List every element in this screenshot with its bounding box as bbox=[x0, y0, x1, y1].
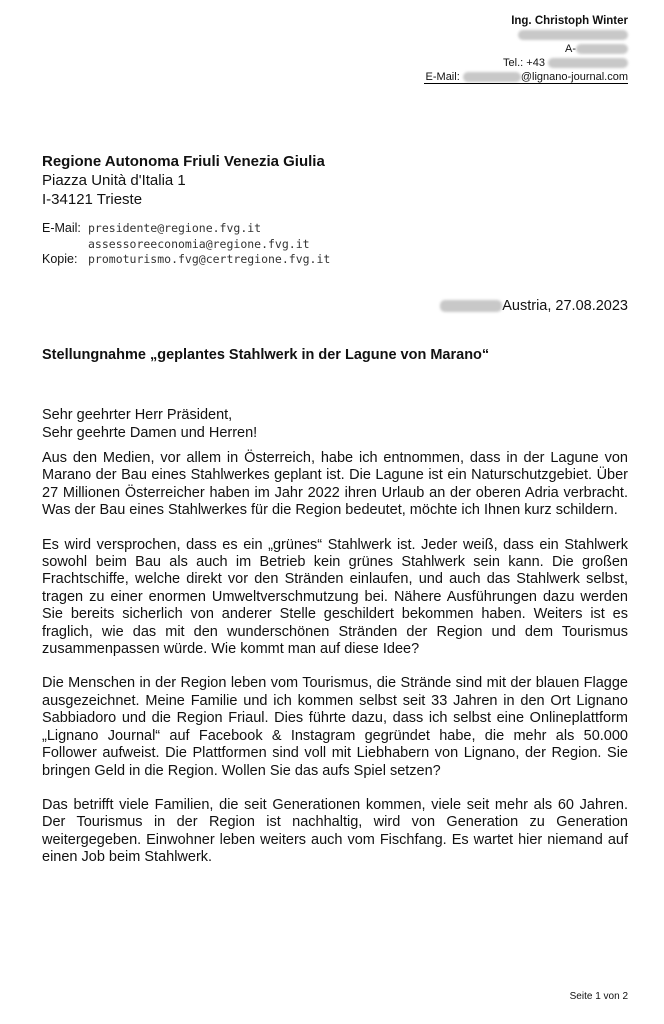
email-link[interactable]: assessoreeconomia@regione.fvg.it bbox=[88, 236, 310, 251]
paragraph: Das betrifft viele Familien, die seit Generationen kommen, viele seit mehr als 60 Jahren. Der Tourismus in der Region ist nachhaltig, wird von Generation zu Generation weitergegeben. Einwohner leben weiters auch vom Fischfang. Es wartet hier niemand auf einen Job beim Stahlwerk. bbox=[42, 796, 628, 866]
paragraph: Es wird versprochen, dass es ein „grünes“ Stahlwerk ist. Jeder weiß, dass ein Stahlwerk sowohl beim Bau als auch im Betrieb kein grünes Stahlwerk sein kann. Die großen Frachtschiffe, welche direkt vor den Stränden einlaufen, und auch das Stahlwerk selbst, tragen zu einer enormen Umweltverschmutzung bei. Nähere Ausführungen dazu werden Sie bereits sicherlich von anderer Stelle geschildert bekommen haben. Weiters ist es fraglich, wie das mit den wunderschönen Stränden der Region und dem Tourismus zusammenpassen würde. Wie kommt man auf diese Idee? bbox=[42, 536, 628, 658]
sender-email: E-Mail: @lignano-journal.com bbox=[425, 71, 628, 83]
copy-label: Kopie: bbox=[42, 252, 78, 266]
paragraph: Aus den Medien, vor allem in Österreich, habe ich entnommen, dass in der Lagune von Marano der Bau eines Stahlwerkes geplant ist. Die Lagune ist ein Naturschutzgebiet. Über 27 Millionen Österreicher haben im Jahr 2022 ihren Urlaub an der oberen Adria verbracht. Was der Bau eines Stahlwerkes für die Region bedeutet, möchte ich Ihnen kurz schildern. bbox=[42, 450, 628, 519]
sender-city: A- bbox=[426, 42, 628, 56]
salutation-line: Sehr geehrter Herr Präsident, bbox=[42, 407, 233, 423]
recipient-block bbox=[42, 152, 325, 209]
redacted-email-user bbox=[463, 72, 521, 82]
salutation-line: Sehr geehrte Damen und Herren! bbox=[42, 425, 258, 441]
email-link[interactable]: presidente@regione.fvg.it bbox=[88, 221, 262, 235]
sender-name: Ing. Christoph Winter bbox=[511, 15, 628, 27]
header-rule bbox=[424, 83, 628, 84]
recipient-city: I-34121 Trieste bbox=[42, 191, 143, 208]
redacted-city bbox=[576, 44, 628, 54]
redacted-phone bbox=[548, 58, 628, 68]
subject-line: Stellungnahme „geplantes Stahlwerk in der Lagune von Marano“ bbox=[42, 347, 490, 363]
sender-block bbox=[426, 14, 628, 84]
email-label: E-Mail: bbox=[42, 221, 81, 235]
sender-phone: Tel.: +43 bbox=[426, 56, 628, 70]
dateline: Austria, 27.08.2023 bbox=[440, 298, 628, 314]
letter-body bbox=[42, 450, 628, 884]
recipient-org: Regione Autonoma Friuli Venezia Giulia bbox=[42, 153, 325, 170]
salutation bbox=[42, 406, 257, 442]
redacted-street bbox=[518, 30, 628, 40]
recipient-street: Piazza Unità d'Italia 1 bbox=[42, 172, 186, 189]
sender-street bbox=[426, 28, 628, 42]
page-number: Seite 1 von 2 bbox=[569, 991, 628, 1002]
paragraph: Die Menschen in der Region leben vom Tourismus, die Strände sind mit der blauen Flagge ausgezeichnet. Meine Familie und ich kommen selbst seit 33 Jahren in den Ort Lignano Sabbiadoro und die Region Friaul. Dies führte dazu, dass ich selbst eine Onlineplattform „Lignano Journal“ auf Facebook & Instagram gegründet habe, die mehr als 50.000 Follower aufweist. Die Plattformen sind voll mit Liebhabern von Lignano, der Region. Sie bringen Geld in die Region. Wollen Sie das aufs Spiel setzen? bbox=[42, 675, 628, 779]
email-link[interactable]: promoturismo.fvg@certregione.fvg.it bbox=[88, 252, 331, 266]
contacts-block bbox=[42, 221, 330, 268]
redacted-place bbox=[440, 300, 502, 312]
